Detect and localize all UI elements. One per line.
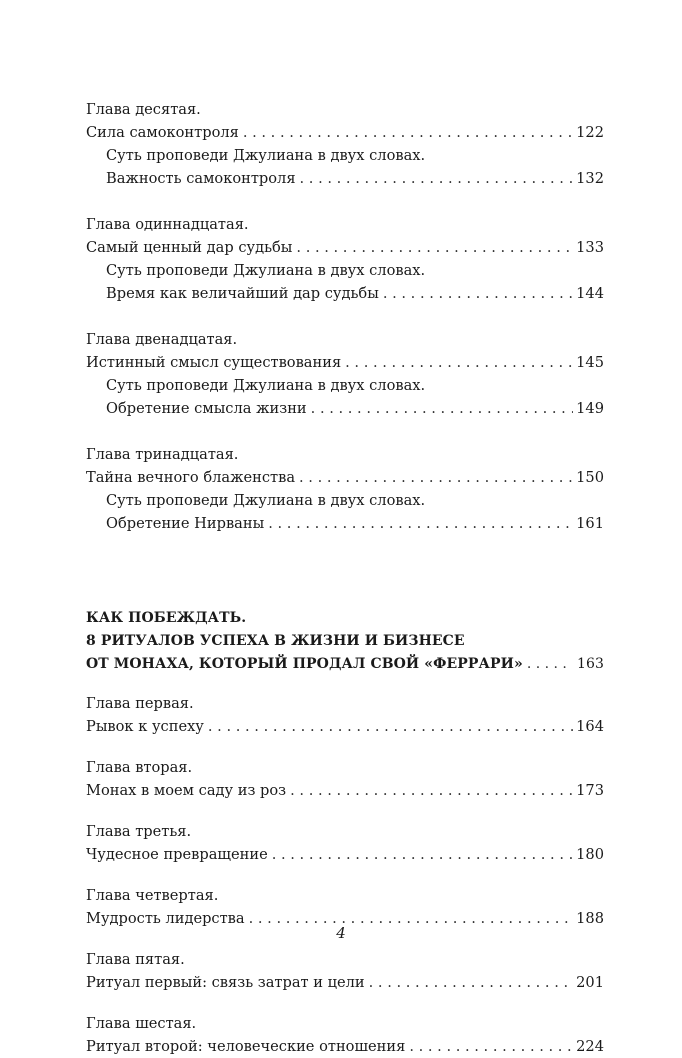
sub-heading: Суть проповеди Джулиана в двух словах. [106, 262, 426, 279]
chapter-label: Глава четвертая. [86, 887, 219, 904]
entry-title: Обретение Нирваны [106, 515, 265, 532]
entry-title: Время как величайший дар судьбы [106, 285, 379, 302]
leader-dots [299, 466, 573, 489]
toc-entry[interactable] [86, 971, 604, 994]
chapter-label: Глава одиннадцатая. [86, 216, 249, 233]
toc-chapter-11 [86, 213, 604, 305]
toc-chapter-1 [86, 692, 604, 738]
leader-dots [268, 512, 573, 535]
toc-subentry[interactable] [86, 167, 604, 190]
toc-subentry[interactable] [86, 397, 604, 420]
toc-chapter-5 [86, 948, 604, 994]
entry-title: Рывок к успеху [86, 718, 204, 735]
leader-dots [243, 121, 573, 144]
toc-entry[interactable] [86, 466, 604, 489]
leader-dots [409, 1035, 573, 1058]
page-number: 173 [576, 782, 604, 799]
page-number: 188 [576, 910, 604, 927]
entry-title: Ритуал первый: связь затрат и цели [86, 974, 365, 991]
sub-heading: Суть проповеди Джулиана в двух словах. [106, 377, 426, 394]
entry-title: Сила самоконтроля [86, 124, 239, 141]
sub-heading: Суть проповеди Джулиана в двух словах. [106, 492, 426, 509]
toc-entry[interactable] [86, 351, 604, 374]
page-number: 150 [576, 469, 604, 486]
page-number: 163 [576, 656, 604, 672]
leader-dots [208, 715, 573, 738]
sub-heading: Суть проповеди Джулиана в двух словах. [106, 147, 426, 164]
page-number: 122 [576, 124, 604, 141]
entry-title: Самый ценный дар судьбы [86, 239, 293, 256]
leader-dots [383, 282, 573, 305]
toc-entry[interactable] [86, 121, 604, 144]
part-title-line-3: ОТ МОНАХА, КОТОРЫЙ ПРОДАЛ СВОЙ «ФЕРРАРИ» [86, 656, 523, 672]
leader-dots [296, 236, 573, 259]
page-number: 161 [576, 515, 604, 532]
part-title-entry[interactable] [86, 653, 604, 676]
part-heading [86, 607, 604, 676]
leader-dots [290, 779, 573, 802]
chapter-label: Глава третья. [86, 823, 192, 840]
page-number: 149 [576, 400, 604, 417]
entry-title: Мудрость лидерства [86, 910, 245, 927]
leader-dots [300, 167, 574, 190]
page-number: 144 [576, 285, 604, 302]
part-title-line-2: 8 РИТУАЛОВ УСПЕХА В ЖИЗНИ И БИЗНЕСЕ [86, 633, 465, 649]
entry-title: Монах в моем саду из роз [86, 782, 287, 799]
leader-dots [272, 843, 573, 866]
toc-entry[interactable] [86, 1035, 604, 1058]
toc-chapter-6 [86, 1012, 604, 1058]
page-number: 224 [576, 1038, 604, 1055]
leader-dots [369, 971, 573, 994]
entry-title: Обретение смысла жизни [106, 400, 307, 417]
leader-dots [527, 653, 568, 676]
page-number: 201 [576, 974, 604, 991]
page-number: 145 [576, 354, 604, 371]
leader-dots [311, 397, 573, 420]
part-title-line-1: КАК ПОБЕЖДАТЬ. [86, 610, 247, 626]
toc-entry[interactable] [86, 715, 604, 738]
entry-title: Истинный смысл существования [86, 354, 342, 371]
chapter-label: Глава двенадцатая. [86, 331, 238, 348]
toc-chapter-12 [86, 328, 604, 420]
chapter-label: Глава тринадцатая. [86, 446, 239, 463]
chapter-label: Глава пятая. [86, 951, 185, 968]
page-number: 133 [576, 239, 604, 256]
toc-chapter-13 [86, 443, 604, 535]
entry-title: Ритуал второй: человеческие отношения [86, 1038, 406, 1055]
chapter-label: Глава вторая. [86, 759, 193, 776]
page-number: 132 [576, 170, 604, 187]
page-number: 180 [576, 846, 604, 863]
toc-chapter-10 [86, 98, 604, 190]
entry-title: Тайна вечного блаженства [86, 469, 296, 486]
toc-entry[interactable] [86, 843, 604, 866]
page-folio-number: 4 [336, 924, 346, 942]
toc-entry[interactable] [86, 779, 604, 802]
toc-entry[interactable] [86, 236, 604, 259]
entry-title: Чудесное превращение [86, 846, 268, 863]
chapter-label: Глава шестая. [86, 1015, 197, 1032]
chapter-label: Глава первая. [86, 695, 194, 712]
toc-chapter-3 [86, 820, 604, 866]
chapter-label: Глава десятая. [86, 101, 201, 118]
toc-chapter-2 [86, 756, 604, 802]
entry-title: Важность самоконтроля [106, 170, 296, 187]
toc-subentry[interactable] [86, 512, 604, 535]
leader-dots [345, 351, 573, 374]
toc-subentry[interactable] [86, 282, 604, 305]
table-of-contents [86, 98, 604, 1058]
page-number: 164 [576, 718, 604, 735]
